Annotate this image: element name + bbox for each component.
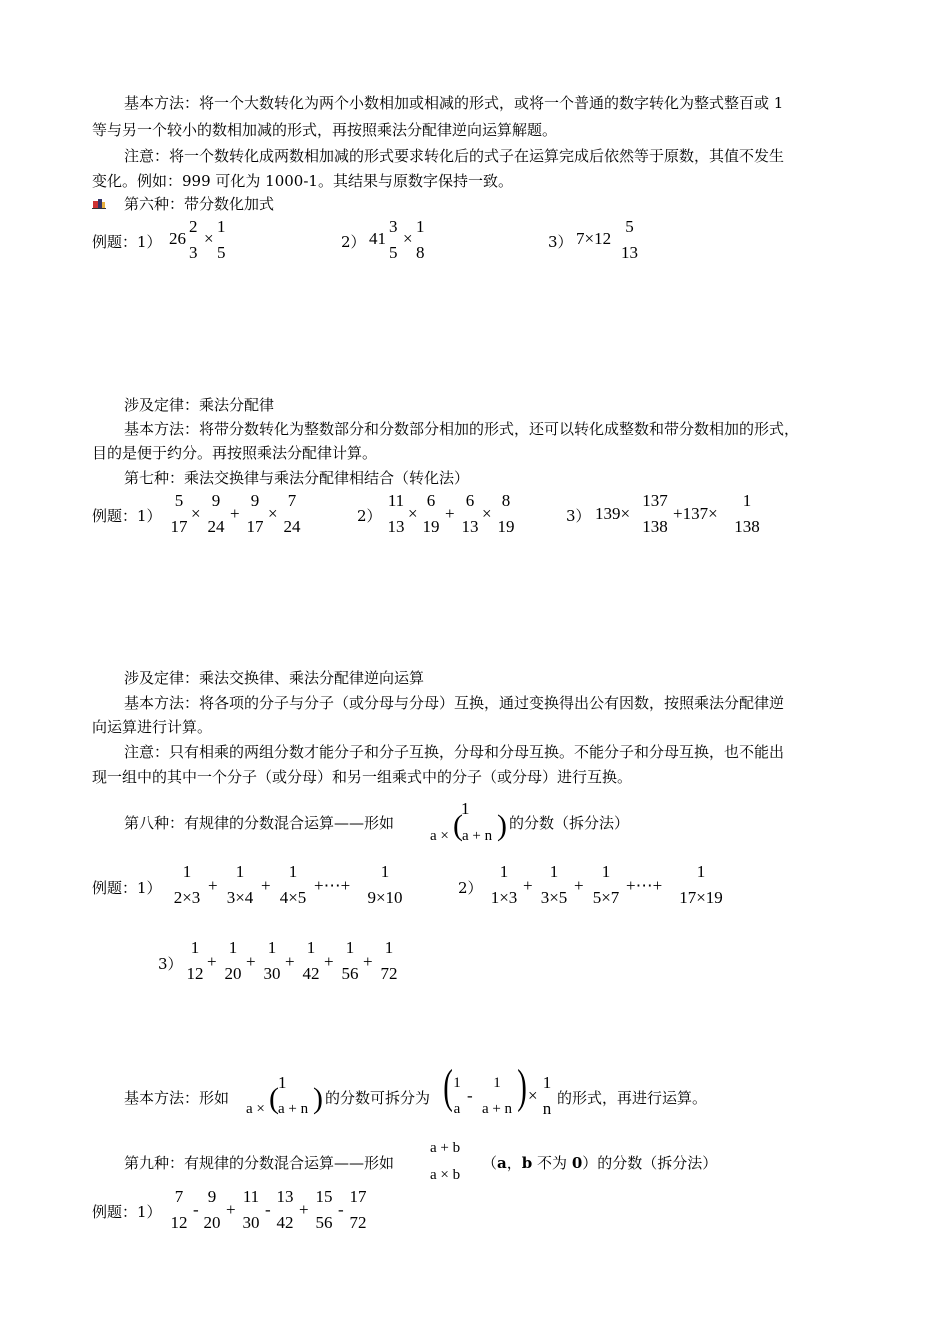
fraction: 2 3 xyxy=(189,217,198,262)
fraction: 1 5 xyxy=(217,217,226,262)
fraction: 1 4×5 xyxy=(279,862,307,907)
fraction: 15 56 xyxy=(315,1187,333,1232)
operator: × xyxy=(528,1086,538,1105)
operator: + xyxy=(230,504,240,523)
section-9-title-tail: （a，b 不为 0）的分数（拆分法） xyxy=(482,1154,718,1172)
fraction: 5 13 xyxy=(621,217,638,262)
mixed-whole: 26 xyxy=(169,229,186,248)
formula-numerator: a + b xyxy=(430,1140,461,1156)
expression: 139× xyxy=(595,504,631,523)
operator: × xyxy=(204,229,214,248)
example-label: 例题：1） xyxy=(92,879,162,897)
method-line-2: 向运算进行计算。 xyxy=(92,718,213,736)
fraction: 1 20 xyxy=(224,938,242,983)
operator: + xyxy=(299,1200,309,1219)
operator: + xyxy=(207,952,217,971)
example-number: 2） xyxy=(341,233,366,251)
formula-denominator: a × xyxy=(246,1101,265,1117)
operator: + xyxy=(261,876,271,895)
note-line-2: 现一组中的其中一个分子（或分母）和另一组乘式中的分子（或分母）进行互换。 xyxy=(92,768,633,786)
fraction: 1 1×3 xyxy=(490,862,518,907)
paren-right: ) xyxy=(497,809,507,842)
method-line-1: 基本方法：将带分数转化为整数部分和分数部分相加的形式，还可以转化成整数和带分数相加的形式， xyxy=(124,420,800,438)
operator: × xyxy=(408,504,418,523)
book-icon xyxy=(92,197,106,209)
operator: × xyxy=(482,504,492,523)
fraction: 9 17 xyxy=(246,491,264,536)
section-8-title-tail: 的分数（拆分法） xyxy=(509,814,630,832)
fraction: 1 56 xyxy=(341,938,359,983)
fraction: 9 20 xyxy=(203,1187,221,1232)
fraction: 1 8 xyxy=(416,217,425,262)
example-number: 2） xyxy=(458,879,483,897)
fraction: 11 13 xyxy=(387,491,405,536)
operator: + xyxy=(363,952,373,971)
formula-denominator: a + n xyxy=(278,1101,309,1117)
fraction: 1 12 xyxy=(186,938,204,983)
formula-numerator: 1 xyxy=(278,1073,287,1092)
law-line: 涉及定律：乘法分配律 xyxy=(124,396,275,414)
fraction: 3 5 xyxy=(389,217,398,262)
formula-denominator: a + n xyxy=(462,828,493,844)
paren-left: ( xyxy=(443,1060,453,1113)
fraction: 1 a xyxy=(453,1075,461,1117)
method-post: 的形式，再进行运算。 xyxy=(557,1089,708,1107)
note-line-1: 注意：将一个数转化成两数相加减的形式要求转化后的式子在运算完成后依然等于原数，其值不发生 xyxy=(124,147,785,165)
note-line-2: 变化。例如：999 可化为 1000-1。其结果与原数字保持一致。 xyxy=(92,172,513,190)
expression: +137× xyxy=(673,504,718,523)
example-label: 例题：1） xyxy=(92,507,162,525)
formula-numerator: 1 xyxy=(461,799,470,818)
fraction: 1 5×7 xyxy=(592,862,620,907)
fraction: 1 a + n xyxy=(481,1075,513,1117)
example-label: 例题：1） xyxy=(92,233,162,251)
fraction: 1 n xyxy=(542,1073,552,1118)
paren-left: ( xyxy=(453,809,463,842)
fraction: 17 72 xyxy=(349,1187,367,1232)
expression: 7×12 xyxy=(576,229,612,248)
fraction: 1 138 xyxy=(734,491,760,536)
method-mid: 的分数可拆分为 xyxy=(325,1089,431,1107)
section-7-title: 第七种：乘法交换律与乘法分配律相结合（转化法） xyxy=(124,469,470,487)
operator: × xyxy=(191,504,201,523)
operator: × xyxy=(268,504,278,523)
fraction: 137 138 xyxy=(642,491,668,536)
example-label: 例题：1） xyxy=(92,1203,162,1221)
example-number: 3） xyxy=(566,507,591,525)
fraction: 7 12 xyxy=(170,1187,188,1232)
fraction: 1 9×10 xyxy=(367,862,403,907)
fraction: 1 3×5 xyxy=(540,862,568,907)
fraction: 9 24 xyxy=(207,491,225,536)
operator: + xyxy=(574,876,584,895)
fraction: 8 19 xyxy=(497,491,515,536)
method-line-2: 等与另一个较小的数相加减的形式，再按照乘法分配律逆向运算解题。 xyxy=(92,121,558,139)
fraction: 6 13 xyxy=(461,491,479,536)
operator: + xyxy=(226,1200,236,1219)
fraction: 13 42 xyxy=(276,1187,294,1232)
section-9-title: 第九种：有规律的分数混合运算——形如 xyxy=(124,1154,395,1172)
method-line-1: 基本方法：将各项的分子与分子（或分母与分母）互换，通过变换得出公有因数，按照乘法分配律逆 xyxy=(124,694,785,712)
law-line: 涉及定律：乘法交换律、乘法分配律逆向运算 xyxy=(124,669,425,687)
example-number: 3） xyxy=(548,233,573,251)
example-number: 3） xyxy=(158,955,183,973)
fraction: 1 17×19 xyxy=(679,862,723,907)
method-line-1: 基本方法：将一个大数转化为两个小数相加或相减的形式，或将一个普通的数字转化为整式整百或 1 xyxy=(124,94,784,112)
fraction: 1 2×3 xyxy=(173,862,201,907)
fraction: 1 72 xyxy=(380,938,398,983)
operator: × xyxy=(403,229,413,248)
operator: + xyxy=(208,876,218,895)
paren-left: ( xyxy=(269,1082,279,1115)
operator: +⋯+ xyxy=(626,876,663,895)
fraction: 11 30 xyxy=(242,1187,260,1232)
section-6-title: 第六种：带分数化加式 xyxy=(124,195,275,213)
operator: + xyxy=(324,952,334,971)
fraction: 7 24 xyxy=(283,491,301,536)
fraction: 5 17 xyxy=(170,491,188,536)
operator: +⋯+ xyxy=(314,876,351,895)
operator: - xyxy=(265,1200,271,1219)
operator: + xyxy=(246,952,256,971)
paren-right: ) xyxy=(517,1060,527,1113)
fraction: 1 3×4 xyxy=(226,862,254,907)
operator: - xyxy=(193,1200,199,1219)
operator: - xyxy=(338,1200,344,1219)
mixed-whole: 41 xyxy=(369,229,386,248)
fraction: 1 42 xyxy=(302,938,320,983)
formula-denominator: a × b xyxy=(430,1167,461,1183)
fraction: 6 19 xyxy=(422,491,440,536)
paren-right: ) xyxy=(313,1082,323,1115)
method-line-2: 目的是便于约分。再按照乘法分配律计算。 xyxy=(92,444,378,462)
fraction: 1 30 xyxy=(263,938,281,983)
example-number: 2） xyxy=(357,507,382,525)
operator: + xyxy=(523,876,533,895)
operator: + xyxy=(285,952,295,971)
method-pre: 基本方法：形如 xyxy=(124,1089,230,1107)
operator: - xyxy=(467,1086,473,1105)
note-line-1: 注意：只有相乘的两组分数才能分子和分子互换，分母和分母互换。不能分子和分母互换，也不能出 xyxy=(124,743,785,761)
section-8-title: 第八种：有规律的分数混合运算——形如 xyxy=(124,814,395,832)
operator: + xyxy=(445,504,455,523)
formula-denominator: a × xyxy=(430,828,449,844)
